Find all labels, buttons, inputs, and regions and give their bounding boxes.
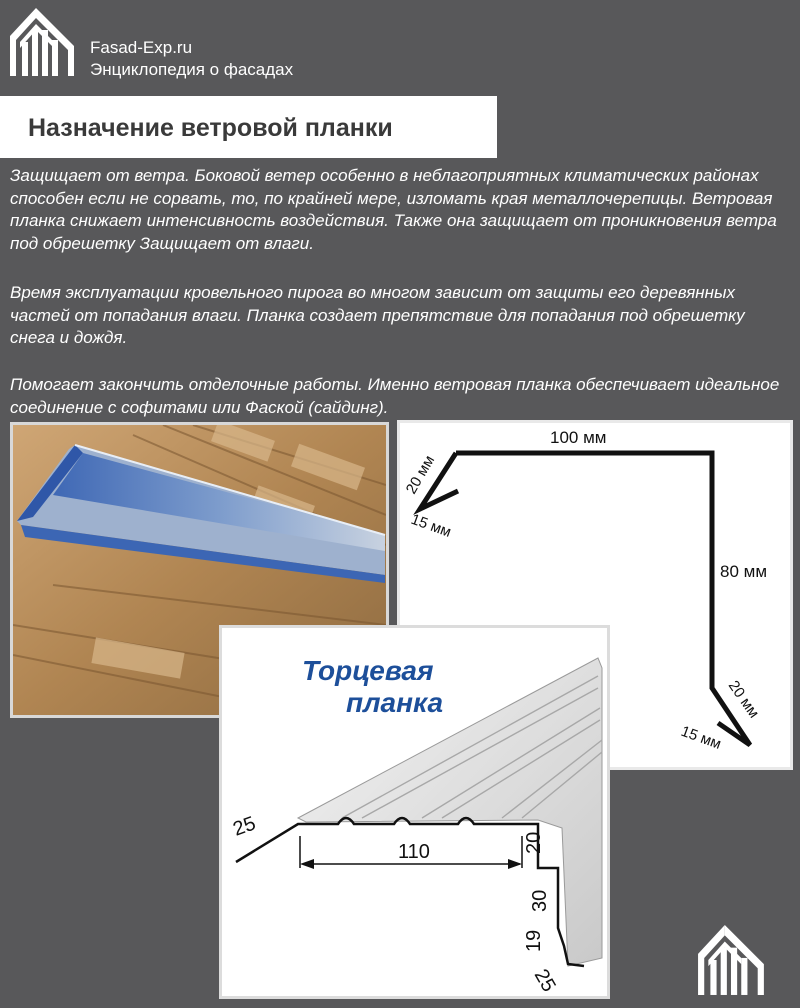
paragraph-finishing: Помогает закончить отделочные работы. Именно ветровая планка обеспечивает идеальное соединение с софитами или Фаской (сайдинг). — [10, 375, 780, 417]
site-name[interactable]: Fasad-Exp.ru — [90, 38, 193, 57]
dim-right-15: 15 мм — [678, 722, 724, 753]
dim-19: 19 — [523, 929, 545, 952]
dim-20: 20 — [523, 831, 545, 854]
panel-title-line2: планка — [346, 687, 444, 718]
dim-right-20: 20 мм — [724, 677, 763, 722]
dim-25-bottom: 25 — [529, 965, 560, 996]
dim-left-20: 20 мм — [402, 452, 439, 497]
dim-110: 110 — [398, 841, 430, 863]
paragraph-wind: Защищает от ветра. Боковой ветер особенно в неблагоприятных климатических районах способен если не сорвать, то, по крайней мере, изломать края металлочерепицы. Ветровая планка снижает интенсивность воздействия. Также она защищает от проникновения ветра под обрешетку Защищает от влаги. — [10, 166, 777, 253]
panel-title-line1: Торцевая — [302, 655, 434, 686]
title-bar — [0, 96, 497, 158]
panel-diagram — [222, 628, 607, 996]
site-logo-icon[interactable] — [8, 6, 78, 78]
paragraph-moisture: Время эксплуатации кровельного пирога во многом зависит от защиты его деревянных частей от попадания влаги. Планка создает препятствие для попадания под обрешетку снега и дождя. — [10, 283, 745, 347]
site-tagline: Энциклопедия о фасадах — [90, 60, 294, 79]
panel-diagram-svg — [222, 628, 607, 996]
page-title: Назначение ветровой планки — [28, 114, 393, 142]
corner-logo-icon — [696, 922, 768, 998]
dim-left-15: 15 мм — [408, 510, 454, 541]
dim-25-top: 25 — [230, 812, 259, 841]
dim-30: 30 — [529, 889, 551, 912]
panel-diagram-frame — [219, 625, 610, 999]
panel-sheet — [298, 658, 602, 966]
dim-top-100: 100 мм — [550, 428, 607, 447]
dim-right-80: 80 мм — [720, 562, 768, 581]
